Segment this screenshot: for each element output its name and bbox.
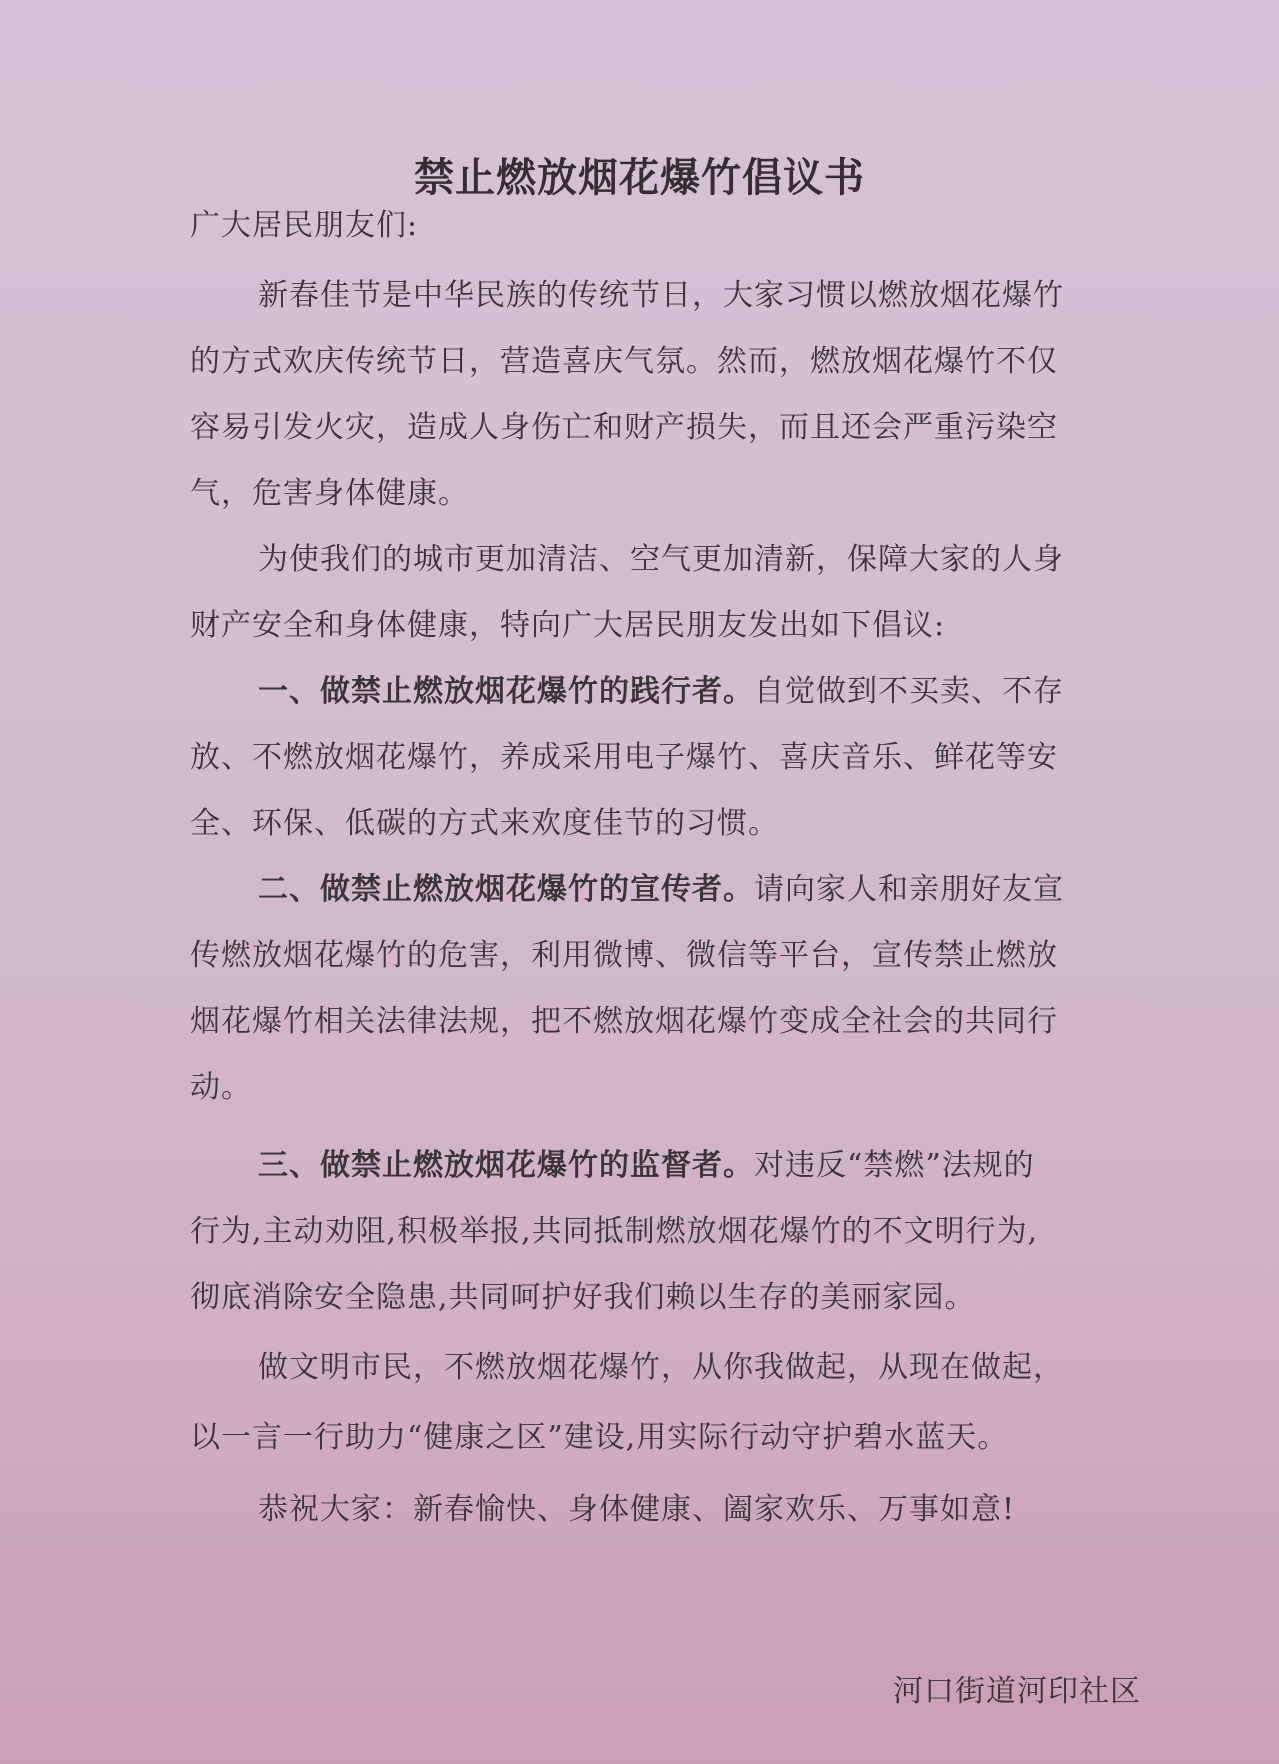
item-2-text: 请向家人和亲朋好友宣: [754, 872, 1064, 907]
item-2-line-2: 传燃放烟花爆竹的危害，利用微博、微信等平台，宣传禁止燃放: [190, 938, 1058, 973]
paragraph-2-line-2: 财产安全和身体健康，特向广大居民朋友发出如下倡议:: [190, 608, 946, 643]
item-2-line-3: 烟花爆竹相关法律法规，把不燃放烟花爆竹变成全社会的共同行: [190, 1004, 1058, 1039]
paragraph-2-line-1: 为使我们的城市更加清洁、空气更加清新，保障大家的人身: [258, 542, 1064, 577]
paragraph-1-line-4: 气，危害身体健康。: [190, 476, 469, 511]
paragraph-1-line-3: 容易引发火灾，造成人身伤亡和财产损失，而且还会严重污染空: [190, 410, 1058, 445]
item-3-line-2: 行为,主动劝阻,积极举报,共同抵制燃放烟花爆竹的不文明行为,: [190, 1214, 1039, 1249]
item-2-first-line: [258, 872, 1168, 908]
item-2-line-4: 动。: [190, 1070, 252, 1105]
signature: 河口街道河印社区: [893, 1674, 1141, 1709]
item-1-line-2: 放、不燃放烟花爆竹，养成采用电子爆竹、喜庆音乐、鲜花等安: [190, 740, 1058, 775]
item-1-line-3: 全、环保、低碳的方式来欢度佳节的习惯。: [190, 806, 779, 841]
salutation: 广大居民朋友们:: [190, 208, 419, 243]
item-3-first-line: [258, 1148, 1168, 1184]
paragraph-3-line-1: 做文明市民，不燃放烟花爆竹，从你我做起，从现在做起，: [258, 1350, 1064, 1385]
item-1-heading: 一、做禁止燃放烟花爆竹的践行者。: [258, 674, 754, 709]
item-1-text: 自觉做到不买卖、不存: [754, 674, 1064, 709]
item-3-text: 对违反“禁燃”法规的: [754, 1148, 1035, 1183]
item-3-heading: 三、做禁止燃放烟花爆竹的监督者。: [258, 1148, 754, 1183]
item-1-first-line: [258, 674, 1168, 710]
page-title: 禁止燃放烟花爆竹倡议书: [414, 154, 865, 201]
paragraph-3-line-2: 以一言一行助力“健康之区”建设,用实际行动守护碧水蓝天。: [190, 1420, 1009, 1455]
paragraph-1-line-1: 新春佳节是中华民族的传统节日，大家习惯以燃放烟花爆竹: [258, 278, 1064, 313]
greeting: 恭祝大家：新春愉快、身体健康、阖家欢乐、万事如意!: [258, 1492, 1016, 1527]
item-2-heading: 二、做禁止燃放烟花爆竹的宣传者。: [258, 872, 754, 907]
item-3-line-3: 彻底消除安全隐患,共同呵护好我们赖以生存的美丽家园。: [190, 1280, 976, 1315]
paragraph-1-line-2: 的方式欢庆传统节日，营造喜庆气氛。然而，燃放烟花爆竹不仅: [190, 344, 1058, 379]
